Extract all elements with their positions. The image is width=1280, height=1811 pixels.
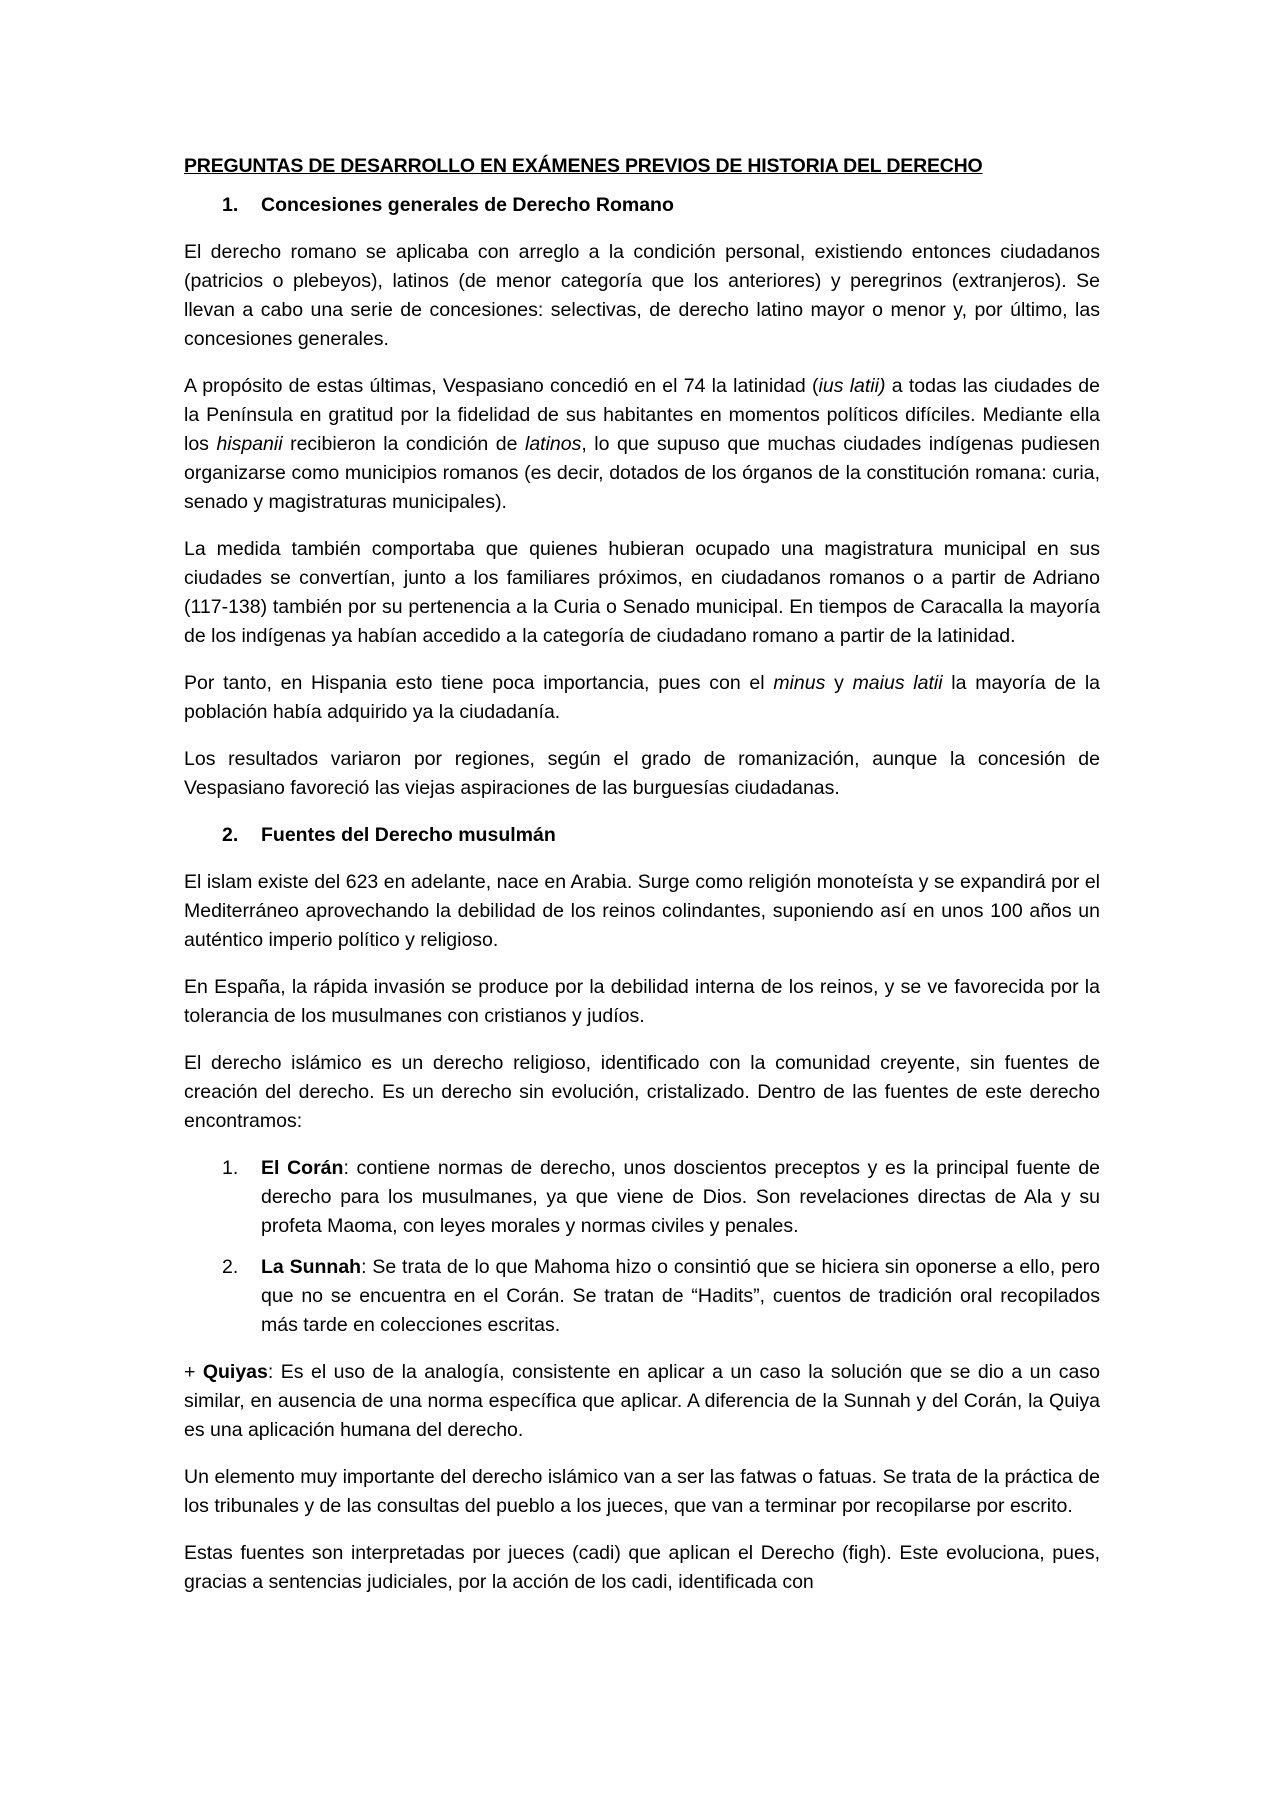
text-run: , lo que supuso que muchas ciudades indígenas pudiesen organizarse como municipios romanos (es decir, dotados de los órganos de la constitución romana: curia, senado y magistraturas municipales). <box>184 433 1100 513</box>
list-item <box>184 1154 1100 1241</box>
list-item <box>184 1253 1100 1340</box>
text-run: recibieron la condición de <box>282 433 525 455</box>
document-body <box>184 152 1100 1615</box>
text-run: la mayoría de la población había adquirido ya la ciudadanía. <box>184 672 1100 723</box>
section-2-paragraph-4: Un elemento muy importante del derecho islámico van a ser las fatwas o fatuas. Se trata de la práctica de los tribunales y de las consultas del pueblo a los jueces, que van a terminar por recopilarse por escrito. <box>184 1466 1100 1517</box>
section-1-title: Concesiones generales de Derecho Romano <box>261 194 674 216</box>
section-2-paragraph-1: El islam existe del 623 en adelante, nace en Arabia. Surge como religión monoteísta y se expandirá por el Mediterráneo aprovechando la debilidad de los reinos colindantes, suponiendo así en unos 100 años un auténtico imperio político y religioso. <box>184 871 1100 951</box>
section-1-number: 1. <box>222 194 239 216</box>
italic-term: latinos <box>524 433 582 455</box>
italic-term: minus <box>773 672 826 694</box>
section-2-paragraph-2: En España, la rápida invasión se produce por la debilidad interna de los reinos, y se ve favorecida por la tolerancia de los musulmanes con cristianos y judíos. <box>184 976 1100 1027</box>
text-run: A propósito de estas últimas, Vespasiano concedió en el 74 la latinidad ( <box>184 375 819 397</box>
text-run: : Es el uso de la analogía, consistente en aplicar a un caso la solución que se dio a un caso similar, en ausencia de una norma específica que aplicar. A diferencia de la Sunnah y del Corán, la Quiya es una aplicación humana del derecho. <box>184 1361 1100 1441</box>
quiyas-paragraph <box>184 1358 1100 1445</box>
text-run: a todas las ciudades de la Península en gratitud por la fidelidad de sus habitantes en momentos políticos difíciles. Mediante ella los <box>184 375 1100 455</box>
list-item-description: : Se trata de lo que Mahoma hizo o consintió que se hiciera sin oponerse a ello, pero que no se encuentra en el Corán. Se tratan de “Hadits”, cuentos de tradición oral recopilados más tarde en colecciones escritas. <box>261 1256 1101 1336</box>
list-item-number: 2. <box>222 1256 239 1278</box>
italic-term: hispanii <box>216 433 283 455</box>
section-2-paragraph-3: El derecho islámico es un derecho religioso, identificado con la comunidad creyente, sin fuentes de creación del derecho. Es un derecho sin evolución, cristalizado. Dentro de las fuentes de este derecho encontramos: <box>184 1052 1100 1132</box>
text-run: Por tanto, en Hispania esto tiene poca importancia, pues con el <box>184 672 774 694</box>
document-title: PREGUNTAS DE DESARROLLO EN EXÁMENES PREVIOS DE HISTORIA DEL DERECHO <box>184 155 983 177</box>
section-2-title: Fuentes del Derecho musulmán <box>261 824 556 846</box>
section-1-heading <box>184 191 1100 220</box>
section-1-paragraph-5: Los resultados variaron por regiones, según el grado de romanización, aunque la concesión de Vespasiano favoreció las viejas aspiraciones de las burguesías ciudadanas. <box>184 748 1100 799</box>
text-run: y <box>825 672 853 694</box>
section-1-paragraph-2 <box>184 372 1100 517</box>
list-item-term: El Corán <box>261 1157 344 1179</box>
quiyas-term: Quiyas <box>202 1361 268 1383</box>
sources-list <box>184 1154 1100 1340</box>
italic-term: ius latii) <box>818 375 886 397</box>
list-item-number: 1. <box>222 1157 239 1179</box>
list-item-description: : contiene normas de derecho, unos doscientos preceptos y es la principal fuente de derecho para los musulmanes, ya que viene de Dios. Son revelaciones directas de Ala y su profeta Maoma, con leyes morales y normas civiles y penales. <box>261 1157 1100 1237</box>
list-item-text <box>261 1253 1100 1340</box>
section-2-heading <box>184 821 1100 850</box>
section-1-paragraph-3: La medida también comportaba que quienes hubieran ocupado una magistratura municipal en sus ciudades se convertían, junto a los familiares próximos, en ciudadanos romanos o a partir de Adriano (117-138) también por su pertenencia a la Curia o Senado municipal. En tiempos de Caracalla la mayoría de los indígenas ya habían accedido a la categoría de ciudadano romano a partir de la latinidad. <box>184 538 1100 647</box>
section-1-paragraph-1: El derecho romano se aplicaba con arreglo a la condición personal, existiendo entonces ciudadanos (patricios o plebeyos), latinos (de menor categoría que los anteriores) y peregrinos (extranjeros). Se llevan a cabo una serie de concesiones: selectivas, de derecho latino mayor o menor y, por último, las concesiones generales. <box>184 241 1100 350</box>
section-1-paragraph-4 <box>184 669 1100 727</box>
list-item-term: La Sunnah <box>261 1256 362 1278</box>
section-2-paragraph-5: Estas fuentes son interpretadas por jueces (cadi) que aplican el Derecho (figh). Este evoluciona, pues, gracias a sentencias judiciales, por la acción de los cadi, identificada con <box>184 1542 1100 1593</box>
list-item-text <box>261 1154 1100 1241</box>
section-2-number: 2. <box>222 824 239 846</box>
italic-term: maius latii <box>852 672 943 694</box>
text-run: + <box>184 1361 203 1383</box>
